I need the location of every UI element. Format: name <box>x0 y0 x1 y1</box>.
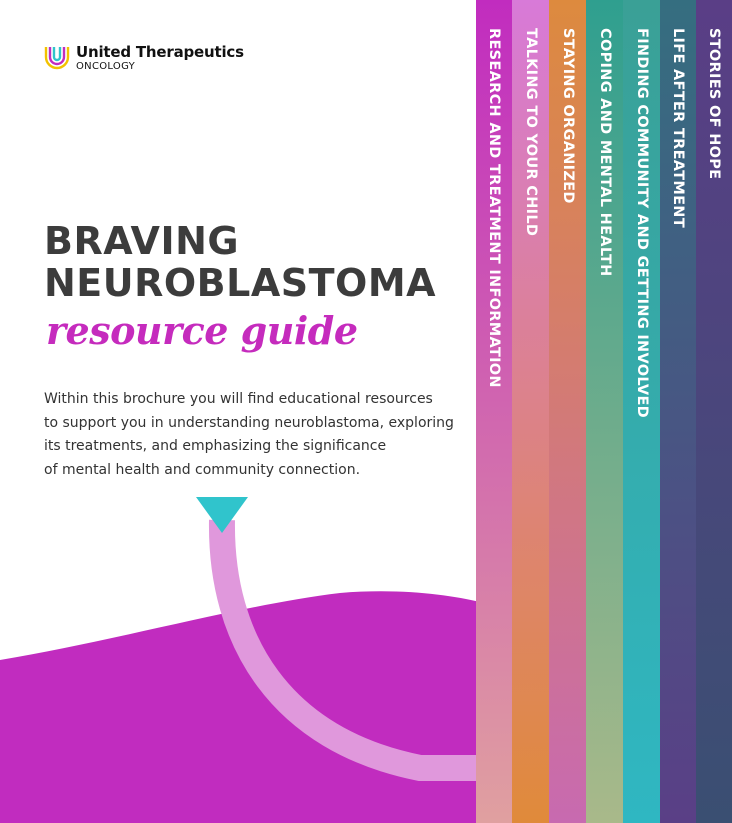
tab-life-after[interactable] <box>660 0 696 823</box>
intro-line-1: Within this brochure you will find educational resources <box>44 391 433 407</box>
intro-line-4: of mental health and community connection. <box>44 461 361 478</box>
tab-label-stories: STORIES OF HOPE <box>706 28 722 180</box>
tab-label-coping: COPING AND MENTAL HEALTH <box>596 28 613 277</box>
brand-division: ONCOLOGY <box>76 61 136 72</box>
tab-label-talking: TALKING TO YOUR CHILD <box>522 28 539 237</box>
tab-coping[interactable] <box>586 0 623 823</box>
tab-label-research: RESEARCH AND TREATMENT INFORMATION <box>486 28 502 388</box>
title-line-1: BRAVING <box>44 219 240 263</box>
teal-arrow-head <box>196 497 248 533</box>
intro-line-2: to support you in understanding neuroblastoma, exploring <box>44 414 454 431</box>
tab-talking[interactable] <box>512 0 549 823</box>
tab-label-community: FINDING COMMUNITY AND GETTING INVOLVED <box>633 28 650 418</box>
brand-logo <box>44 44 244 73</box>
title-line-2: NEUROBLASTOMA <box>44 261 437 305</box>
title-script: resource guide <box>46 308 358 353</box>
tab-organized[interactable] <box>549 0 586 823</box>
tab-label-organized: STAYING ORGANIZED <box>559 28 576 204</box>
intro-paragraph <box>44 388 454 482</box>
tab-label-life-after: LIFE AFTER TREATMENT <box>670 28 686 228</box>
page-title <box>44 220 436 304</box>
brand-name: United Therapeutics <box>76 43 244 61</box>
tab-stories[interactable] <box>696 0 732 823</box>
tab-community[interactable] <box>623 0 660 823</box>
intro-line-3: its treatments, and emphasizing the significance <box>44 438 387 454</box>
tab-research[interactable] <box>476 0 512 823</box>
united-therapeutics-logo-icon <box>44 44 70 70</box>
